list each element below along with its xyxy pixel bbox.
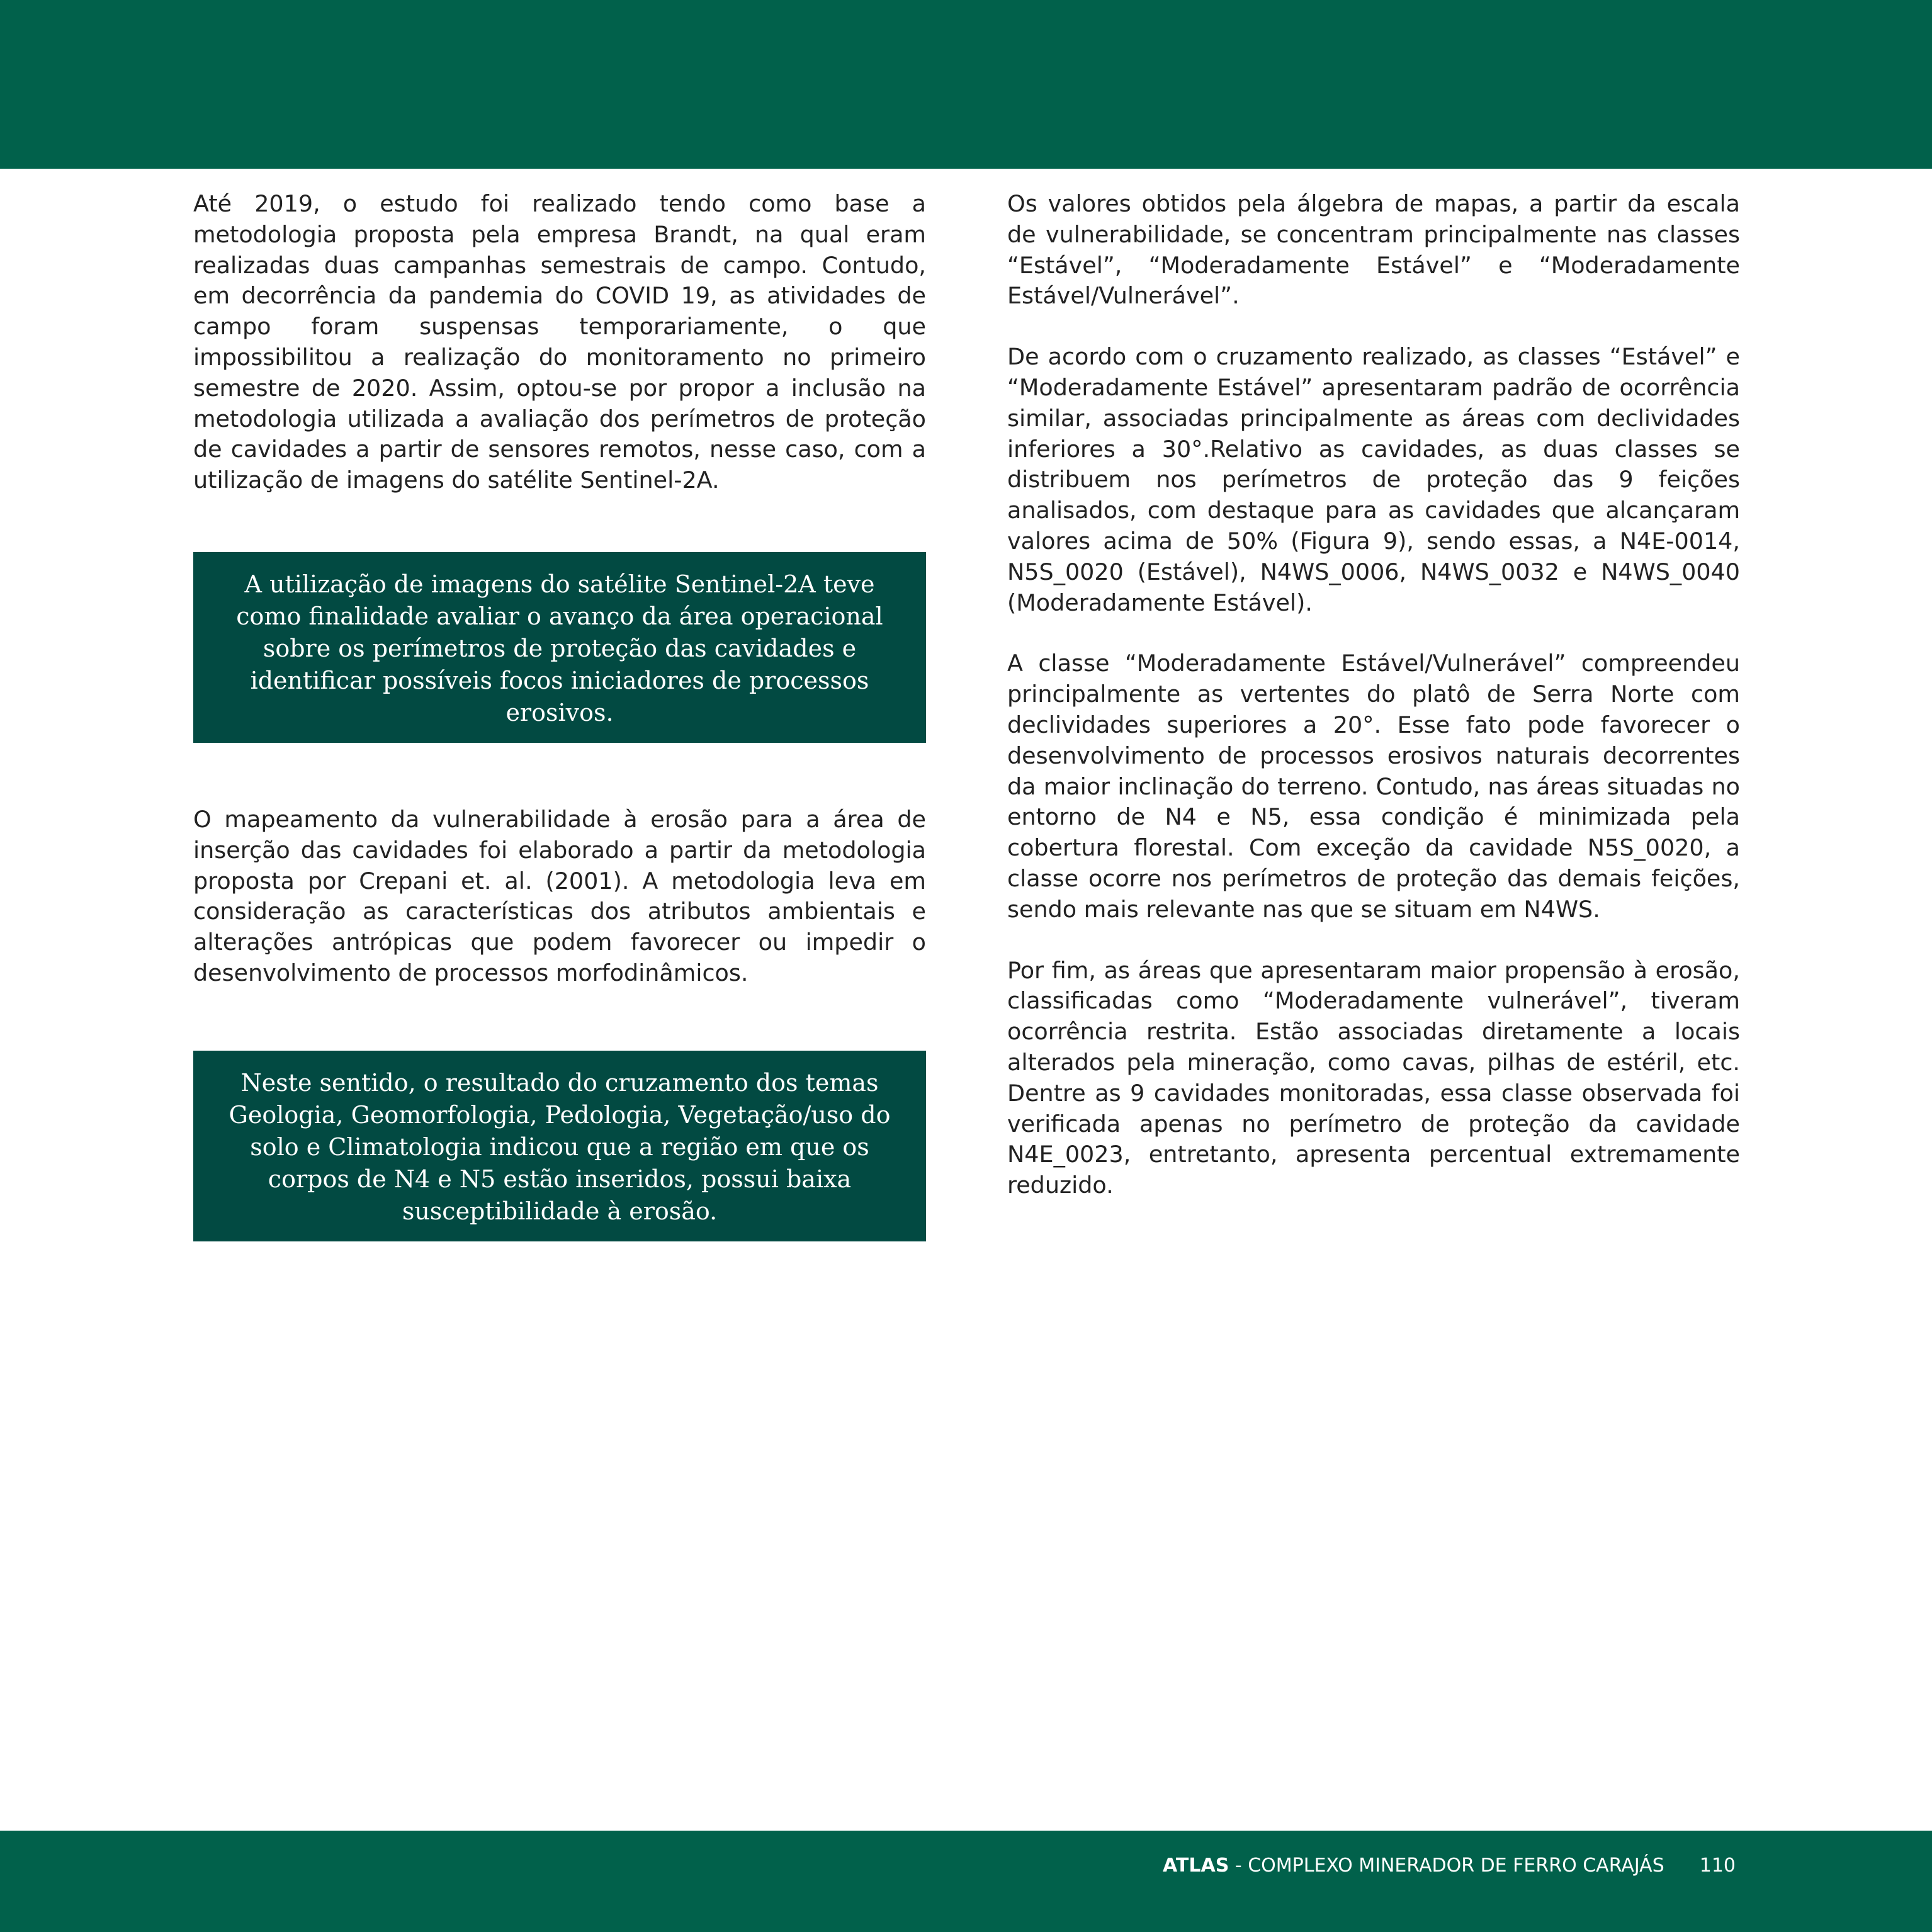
right-paragraph-1: Os valores obtidos pela álgebra de mapas, a partir da escala de vulnerabilidade, se concentram principalmente nas classes “Estável”, “Moderadamente Estável” e “Moderadamente Estável/Vulnerável”. — [1007, 190, 1740, 310]
callout-box-sentinel: A utilização de imagens do satélite Sentinel-2A teve como finalidade avaliar o avanço da área operacional sobre os perímetros de proteção das cavidades e identificar possíveis focos iniciadores de processos erosivos. — [193, 552, 926, 743]
callout-box-susceptibility: Neste sentido, o resultado do cruzamento dos temas Geologia, Geomorfologia, Pedologia, Vegetação/uso do solo e Climatologia indicou que a região em que os corpos de N4 e N5 estão inseridos, possui baixa susceptibilidade à erosão. — [193, 1051, 926, 1241]
footer-title: - COMPLEXO MINERADOR DE FERRO CARAJÁS — [1229, 1855, 1664, 1877]
right-column — [1007, 189, 1740, 1201]
right-paragraph-3: A classe “Moderadamente Estável/Vulnerável” compreendeu principalmente as vertentes do platô de Serra Norte com declividades superiores a 20°. Esse fato pode favorecer o desenvolvimento de processos erosivos naturais decorrentes da maior inclinação do terreno. Contudo, nas áreas situadas no entorno de N4 e N5, essa condição é minimizada pela cobertura florestal. Com exceção da cavidade N5S_0020, a classe ocorre nos perímetros de proteção das demais feições, sendo mais relevante nas que se situam em N4WS. — [1007, 650, 1740, 923]
left-paragraph-1: Até 2019, o estudo foi realizado tendo como base a metodologia proposta pela empresa Brandt, na qual eram realizadas duas campanhas semestrais de campo. Contudo, em decorrência da pandemia do COVID 19, as atividades de campo foram suspensas temporariamente, o que impossibilitou a realização do monitoramento no primeiro semestre de 2020. Assim, optou-se por propor a inclusão na metodologia utilizada a avaliação dos perímetros de proteção de cavidades a partir de sensores remotos, nesse caso, com a utilização de imagens do satélite Sentinel-2A. — [193, 190, 926, 494]
footer-brand: ATLAS — [1163, 1855, 1229, 1877]
footer-band — [0, 1831, 1932, 1932]
right-paragraph-2: De acordo com o cruzamento realizado, as classes “Estável” e “Moderadamente Estável” apresentaram padrão de ocorrência similar, associadas principalmente as áreas com declividades inferiores a 30°.Relativo as cavidades, as duas classes se distribuem nos perímetros de proteção das 9 feições analisados, com destaque para as cavidades que alcançaram valores acima de 50% (Figura 9), sendo essas, a N4E-0014, N5S_0020 (Estável), N4WS_0006, N4WS_0032 e N4WS_0040 (Moderadamente Estável). — [1007, 343, 1740, 616]
left-column — [193, 189, 926, 1241]
left-paragraph-2: O mapeamento da vulnerabilidade à erosão para a área de inserção das cavidades foi elaborado a partir da metodologia proposta por Crepani et. al. (2001). A metodologia leva em consideração as características dos atributos ambientais e alterações antrópicas que podem favorecer ou impedir o desenvolvimento de processos morfodinâmicos. — [193, 805, 926, 986]
page-number: 110 — [1699, 1855, 1736, 1877]
footer — [1163, 1853, 1736, 1878]
right-paragraph-4: Por fim, as áreas que apresentaram maior propensão à erosão, classificadas como “Moderadamente vulnerável”, tiveram ocorrência restrita. Estão associadas diretamente a locais alterados pela mineração, como cavas, pilhas de estéril, etc. Dentre as 9 cavidades monitoradas, essa classe observada foi verificada apenas no perímetro de proteção da cavidade N4E_0023, entretanto, apresenta percentual extremamente reduzido. — [1007, 956, 1740, 1199]
header-band — [0, 0, 1932, 169]
